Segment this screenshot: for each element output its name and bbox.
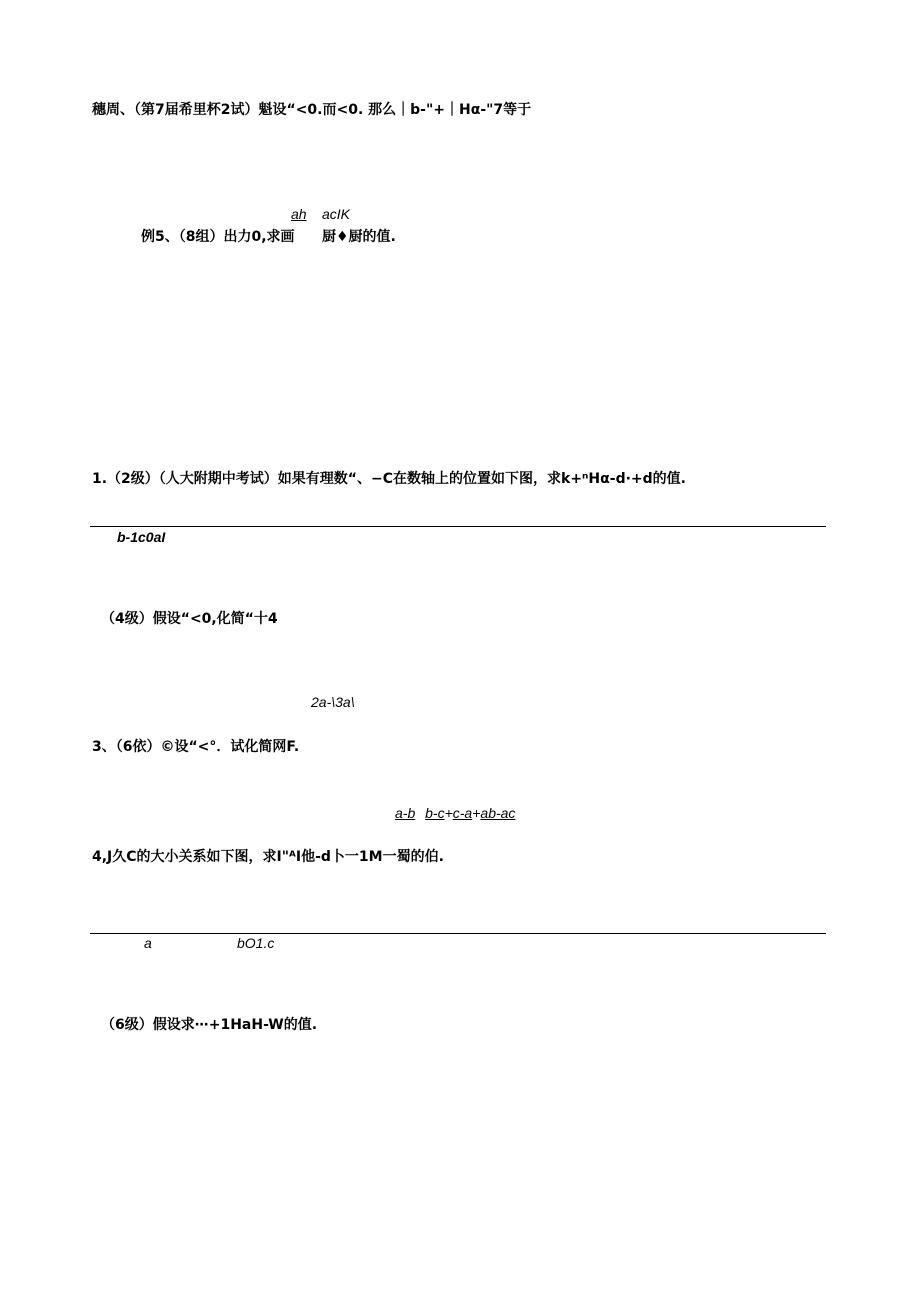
example5-fraction-numerator-right: acIK (322, 206, 351, 222)
example5-text: 例5、（8组）出力0,求画 (141, 229, 295, 245)
number-line-1-labels: b-1c0aI (117, 529, 166, 545)
term-c-a: c-a (452, 805, 473, 821)
problem-line-1: 穗周、（第7届希里杯2试）魁设“<0.而<0. 那么｜b-"+｜Hα-"7等于 (92, 102, 532, 118)
term-a-b: a-b (395, 805, 416, 821)
number-line-2-label-a: a (144, 935, 152, 951)
question-4-fraction-numerator (395, 805, 515, 821)
question-5-text: （6级）假设求⋯+1HaH-W的值. (101, 1017, 318, 1033)
example5-text-suffix: 厨♦厨的值. (322, 229, 396, 245)
example5-fraction-numerator-left: ah (291, 206, 307, 222)
number-line-2-label-b: bO1.c (237, 935, 275, 951)
plus-sign: + (472, 805, 481, 821)
term-b-c: b-c (425, 805, 445, 821)
term-ab-ac: ab-ac (480, 805, 516, 821)
question-3-fraction-numerator: 2a-\3a\ (311, 694, 355, 710)
question-2-text: （4级）假设“<0,化简“十4 (101, 611, 278, 627)
plus-sign: + (444, 805, 453, 821)
question-1-text: 1.（2级）（人大附期中考试）如果有理数“、−C在数轴上的位置如下图，求k+ⁿHα-d∙+d的值. (92, 471, 686, 487)
question-3-text: 3、（6依）©设“<°．试化简网F. (92, 739, 300, 755)
number-line-1 (90, 526, 826, 527)
question-4-text: 4,J久C的大小关系如下图，求I"ᴬI他-d卜一1M一蜀的伯. (92, 849, 444, 865)
number-line-2 (90, 933, 826, 934)
